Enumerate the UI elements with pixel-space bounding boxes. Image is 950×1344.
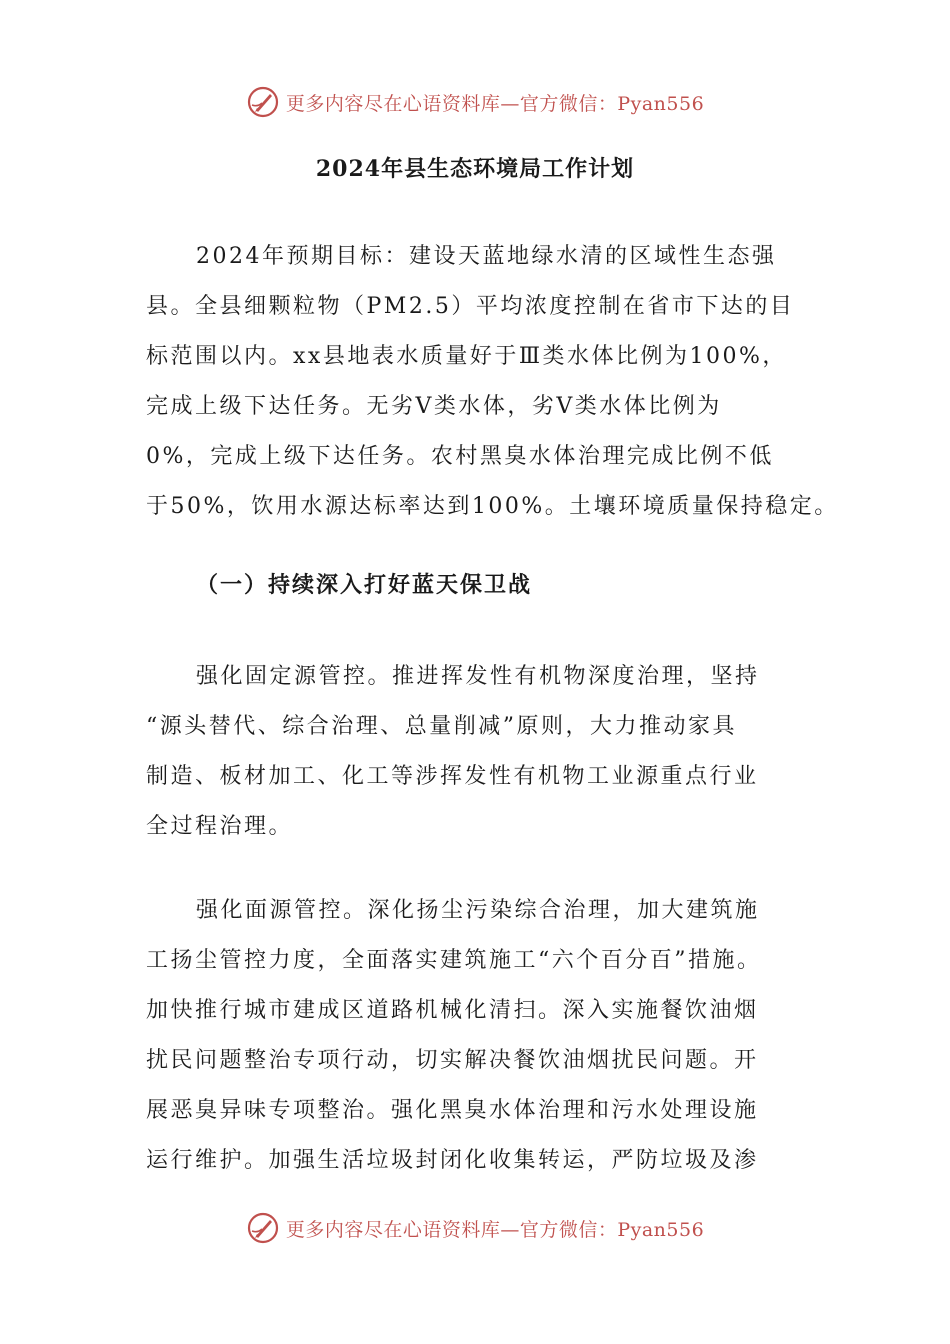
paragraph-line: 强化固定源管控。推进挥发性有机物深度治理，坚持 (196, 664, 760, 689)
paragraph-line: 完成上级下达任务。无劣Ⅴ类水体，劣Ⅴ类水体比例为 (146, 394, 722, 419)
paragraph-line: 0%，完成上级下达任务。农村黑臭水体治理完成比例不低 (146, 444, 774, 469)
paragraph-line: 标范围以内。xx县地表水质量好于Ⅲ类水体比例为100%， (146, 344, 787, 369)
section-heading: （一）持续深入打好蓝天保卫战 (196, 572, 533, 598)
document-title: 2024年县生态环境局工作计划 (315, 156, 635, 182)
paragraph-line: 扰民问题整治专项行动，切实解决餐饮油烟扰民问题。开 (146, 1048, 759, 1073)
paragraph-line: 加快推行城市建成区道路机械化清扫。深入实施餐饮油烟 (146, 998, 759, 1023)
watermark-text: 更多内容尽在心语资料库—官方微信：Pyan556 (285, 92, 705, 115)
paragraph-goals (146, 232, 839, 532)
watermark-text: 更多内容尽在心语资料库—官方微信：Pyan556 (285, 1218, 705, 1241)
paragraph-line: 2024年预期目标：建设天蓝地绿水清的区域性生态强 (196, 244, 777, 269)
quill-pen-icon (246, 1211, 280, 1245)
quill-pen-icon (246, 85, 280, 119)
paragraph-line: 全过程治理。 (146, 814, 294, 839)
paragraph-line: 于50%，饮用水源达标率达到100%。土壤环境质量保持稳定。 (146, 494, 839, 519)
paragraph-area-source (146, 886, 826, 1186)
paragraph-fixed-source (146, 652, 826, 852)
footer-watermark-banner (0, 1208, 950, 1248)
header-watermark-banner (0, 82, 950, 122)
paragraph-line: “源头替代、综合治理、总量削减”原则，大力推动家具 (146, 714, 737, 739)
paragraph-line: 县。全县细颗粒物（PM2.5）平均浓度控制在省市下达的目 (146, 294, 795, 319)
paragraph-line: 制造、板材加工、化工等涉挥发性有机物工业源重点行业 (146, 764, 759, 789)
paragraph-line: 工扬尘管控力度，全面落实建筑施工“六个百分百”措施。 (146, 948, 762, 973)
paragraph-line: 强化面源管控。深化扬尘污染综合治理，加大建筑施 (196, 898, 760, 923)
paragraph-line: 运行维护。加强生活垃圾封闭化收集转运，严防垃圾及渗 (146, 1148, 759, 1173)
paragraph-line: 展恶臭异味专项整治。强化黑臭水体治理和污水处理设施 (146, 1098, 759, 1123)
